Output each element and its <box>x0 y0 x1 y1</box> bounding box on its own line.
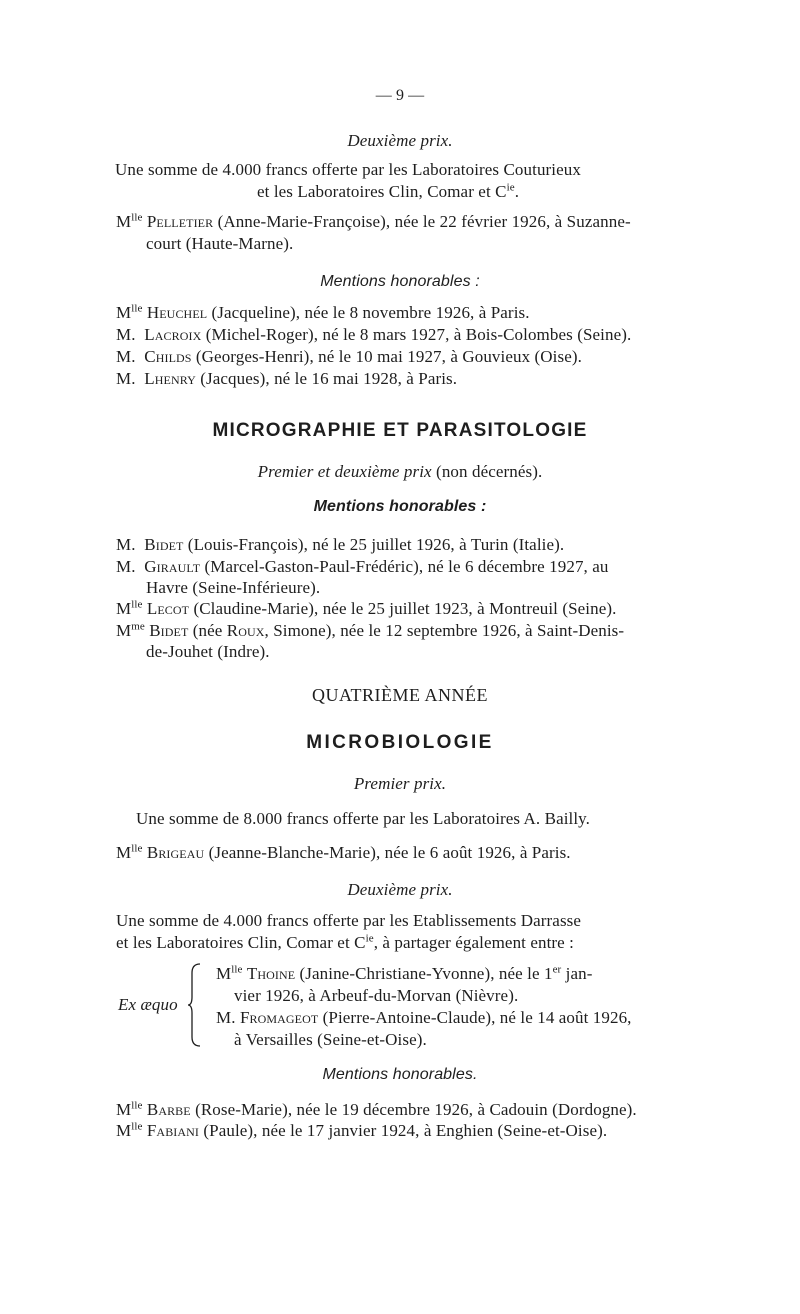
prize-title: Premier prix. <box>353 774 447 793</box>
ex-aequo-label: Ex æquo <box>118 995 178 1014</box>
mention-entry: $M^{lle}$ Fabiani (Paule), née le 17 janvier 1924, à Enghien (Seine-et-Oise). <box>116 1120 608 1140</box>
mention-entry: M. Girault (Marcel-Gaston-Paul-Frédéric), né le 6 décembre 1927, au <box>116 557 609 576</box>
prize-title: Deuxième prix. <box>347 880 453 899</box>
mentions-title: Mentions honorables. <box>322 1066 478 1083</box>
mention-entry: $M^{lle}$ Heuchel (Jacqueline), née le 8 novembre 1926, à Paris. <box>116 302 530 322</box>
mention-entry: $M^{me}$ Bidet (née Roux, Simone), née le 12 septembre 1926, à Saint-Denis- <box>116 620 625 640</box>
winner-entry-cont: court (Haute-Marne). <box>146 234 294 253</box>
mention-entry-cont: Havre (Seine-Inférieure). <box>146 578 321 597</box>
prize-description: Une somme de 8.000 francs offerte par les Laboratoires A. Bailly. <box>136 809 591 828</box>
ex-aequo-entry-cont: vier 1926, à Arbeuf-du-Morvan (Nièvre). <box>234 986 519 1005</box>
mention-entry: M. Bidet (Louis-François), né le 25 juillet 1926, à Turin (Italie). <box>116 535 565 554</box>
winner-entry: $M^{lle}$ Pelletier (Anne-Marie-Françoise), née le 22 février 1926, à Suzanne- <box>116 211 631 231</box>
prizes-line: Premier et deuxième prix (non décernés). <box>257 462 543 481</box>
ex-aequo-entry: M. Fromageot (Pierre-Antoine-Claude), né le 14 août 1926, <box>216 1008 632 1027</box>
winner-entry: $M^{lle}$ Brigeau (Jeanne-Blanche-Marie), née le 6 août 1926, à Paris. <box>116 842 571 862</box>
ex-aequo-entry: $M^{lle}$ Thoine (Janine-Christiane-Yvonne), née le 1er jan- <box>216 963 593 983</box>
mentions-title: Mentions honorables : <box>320 273 480 290</box>
mention-entry-cont: de-Jouhet (Indre). <box>146 642 270 661</box>
mentions-title: Mentions honorables : <box>313 498 487 515</box>
page-number: — 9 — <box>375 87 425 104</box>
section-heading: MICROBIOLOGIE <box>306 732 494 753</box>
year-heading: QUATRIÈME ANNÉE <box>312 685 488 705</box>
mention-entry: $M^{lle}$ Barbe (Rose-Marie), née le 19 décembre 1926, à Cadouin (Dordogne). <box>116 1099 637 1119</box>
mention-entry: $M^{lle}$ Lecot (Claudine-Marie), née le 25 juillet 1923, à Montreuil (Seine). <box>116 598 617 618</box>
prize-title: Deuxième prix. <box>347 131 453 150</box>
ex-aequo-entry-cont: à Versailles (Seine-et-Oise). <box>234 1030 427 1049</box>
prize-description: Une somme de 4.000 francs offerte par les Laboratoires Couturieux <box>115 160 581 179</box>
prize-description-cont: et les Laboratoires Clin, Comar et $C^{ie}$, à partager également entre : <box>116 932 574 952</box>
prize-description: Une somme de 4.000 francs offerte par les Etablissements Darrasse <box>116 911 582 930</box>
prize-description-cont: et les Laboratoires Clin, Comar et $C^{ie}$. <box>257 181 520 201</box>
mention-entry: M. Lhenry (Jacques), né le 16 mai 1928, à Paris. <box>116 369 458 388</box>
mention-entry: M. Childs (Georges-Henri), né le 10 mai 1927, à Gouvieux (Oise). <box>116 347 582 366</box>
mention-entry: M. Lacroix (Michel-Roger), né le 8 mars 1927, à Bois-Colombes (Seine). <box>116 325 632 344</box>
section-heading: MICROGRAPHIE ET PARASITOLOGIE <box>212 420 588 441</box>
brace-icon <box>188 963 202 1047</box>
